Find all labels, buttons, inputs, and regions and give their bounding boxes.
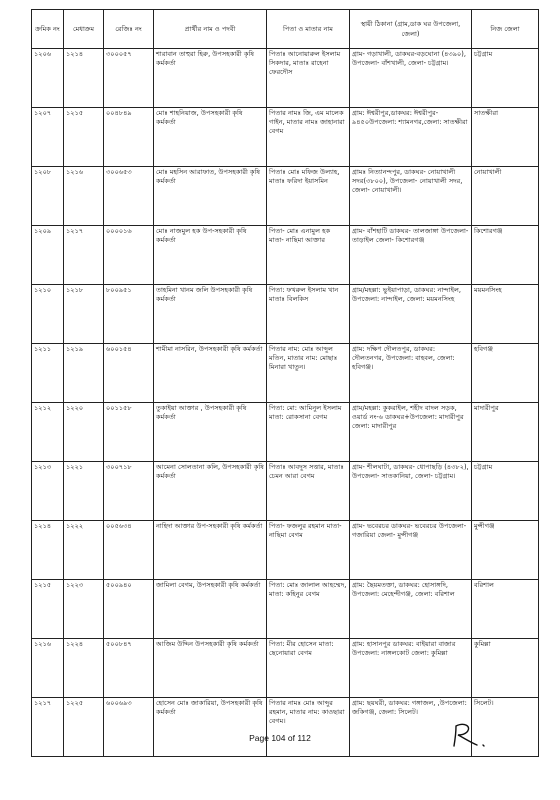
cell-merit: ১২২৪ [64,639,104,698]
cell-candidate-name: মোঃ শাহনিয়াজ, উপসহকারী কৃষি কর্মকর্তা [154,108,267,167]
cell-address: গ্রাম- বাঁশহাটি ডাকঘর- তালজাঙ্গা উপজেলা- তাড়াইল জেলা- কিশোরগঞ্জ [350,226,472,285]
cell-serial: ১২১৫ [32,580,64,639]
cell-address: গ্রাম/মহল্লা: কুকরাইল, শহীদ বাদল সড়ক, ওয়ার্ড নং-৬ ডাকঘর+উপজেলা: মাদারীপুর জেলা: মাদারীপুর [350,403,472,462]
cell-district: সাতক্ষীরা [472,108,539,167]
table-row [32,403,539,462]
table-row [32,226,539,285]
cell-merit: ১২২৫ [64,698,104,757]
cell-serial: ১২১৪ [32,521,64,580]
cell-district: হবিগঞ্জ [472,344,539,403]
cell-serial: ১২০৬ [32,49,64,108]
cell-district: চট্টগ্রাম [472,49,539,108]
cell-merit: ১২১৪ [64,49,104,108]
header-address: স্থায়ী ঠিকানা (গ্রাম,ডাক ঘর উপজেলা, জেলা) [350,10,472,49]
table-row [32,344,539,403]
cell-parents: পিতাঃ আবদুস সত্তার, মাতাঃ চেমন আরা বেগম [267,462,350,521]
cell-candidate-name: আমেনা সোলতানা কলি, উপসহকারী কৃষি কর্মকর্তা [154,462,267,521]
table-row [32,167,539,226]
cell-candidate-name: মোঃ নাজমুল হক উপ-সহকারী কৃষি কর্মকর্তা [154,226,267,285]
cell-address: গ্রাম: ঈশ্বরীপুর,ডাকঘর: ঈশ্বরীপুর- ৯৪৫০উপজেলা: শ্যামনগর,জেলা: সাতক্ষীরা [350,108,472,167]
cell-merit: ১২২১ [64,462,104,521]
cell-district: মুন্সীগঞ্জ [472,521,539,580]
cell-candidate-name: শামীমা নাসরিন, উপসহকারী কৃষি কর্মকর্তা [154,344,267,403]
cell-registration: ০০৪৮৪৯ [104,108,154,167]
cell-registration: ৬০০৬৯৩ [104,698,154,757]
cell-registration: ৮০০৯৫১ [104,285,154,344]
cell-serial: ১২০৯ [32,226,64,285]
cell-parents: পিতা: ফখরুল ইসলাম খান মাতাঃ বিলকিস [267,285,350,344]
cell-candidate-name: শারাবান তাহুরা হিরু, উপসহকারী কৃষি কর্মকর্তা [154,49,267,108]
table-row [32,49,539,108]
cell-address: গ্রাম- গড়াখালী, ডাকঘর-বড়ঘোনা (৪৩৯০), উপজেলা- বাঁশখালী, জেলা- চট্টগ্রাম। [350,49,472,108]
cell-merit: ১২১৯ [64,344,104,403]
cell-serial: ১২১৭ [32,698,64,757]
cell-district: মাদারীপুর [472,403,539,462]
table-row [32,580,539,639]
cell-serial: ১২১০ [32,285,64,344]
cell-merit: ১২২০ [64,403,104,462]
table-header-row [32,10,539,49]
cell-serial: ১২১১ [32,344,64,403]
cell-address: গ্রাম: ছয়ঘরী, ডাকঘর: গঙ্গাজল, ,উপজেলা: জকিগঞ্জ, জেলা: সিলেট। [350,698,472,757]
cell-candidate-name: তুকাইয়া আক্তার , উপসহকারী কৃষি কর্মকর্তা [154,403,267,462]
cell-serial: ১২১২ [32,403,64,462]
cell-parents: পিতা- মোঃ এনামুল হক মাতা- নাছিমা আক্তার [267,226,350,285]
cell-candidate-name: জামিলা বেগম, উপসহকারী কৃষি কর্মকর্তা [154,580,267,639]
cell-address: গ্রাম: ছৈয়মতক্তা, ডাকঘর: হোসাঙ্গদি, উপজেলা: মেহেন্দীগঞ্জ, জেলা: বরিশাল [350,580,472,639]
cell-serial: ১২০৮ [32,167,64,226]
cell-address: গ্রাম/মহল্লা: ভুইয়াপাড়া, ডাকঘর: নান্দাইল, উপজেলা: নান্দাইল, জেলা: ময়মনসিংহ [350,285,472,344]
cell-merit: ১২১৬ [64,167,104,226]
cell-registration: ০০১১৫৮ [104,403,154,462]
cell-registration: ০০০০১৬ [104,226,154,285]
page-number: Page 104 of 112 [249,733,311,743]
table-row [32,521,539,580]
cell-serial: ১২১৬ [32,639,64,698]
signature-mark [450,720,500,750]
cell-serial: ১২০৭ [32,108,64,167]
cell-parents: পিতা: মো: আমিনুল ইসলাম মাতা: রোকসানা বেগম [267,403,350,462]
cell-candidate-name: হোসেন মোঃ জাকারিয়া, উপসহকারী কৃষি কর্মকর্তা [154,698,267,757]
header-candidate-name: প্রার্থীর নাম ও পদবী [154,10,267,49]
cell-merit: ১২১৮ [64,285,104,344]
cell-parents: পিতা- ফজলুর রহমান মাতা- নাছিমা বেগম [267,521,350,580]
cell-address: গ্রাম- ভবেরচর ডাকঘর- ভবেরচর উপজেলা- গজারিয়া জেলা- মুন্সীগঞ্জ [350,521,472,580]
cell-registration: ৩০০০৫৭ [104,49,154,108]
candidate-table [31,9,539,757]
cell-registration: ৬০০১৫৪ [104,344,154,403]
cell-district: চট্টগ্রাম [472,462,539,521]
cell-district: ময়মনসিংহ [472,285,539,344]
cell-address: গ্রাম: দক্ষিণ দৌলতপুর, ডাকঘর: দৌলতনগর, উপজেলা: বাহবল, জেলা: হবিগঞ্জ। [350,344,472,403]
table-row [32,285,539,344]
header-serial: ক্রমিক নং [32,10,64,49]
header-district: নিজ জেলা [472,10,539,49]
cell-merit: ১২১৫ [64,108,104,167]
cell-district: কিশোরগঞ্জ [472,226,539,285]
cell-registration: ৩০০৭১৮ [104,462,154,521]
cell-district: বরিশাল [472,580,539,639]
cell-parents: পিতাঃ মোঃ মফিজ উল্যাহ, মাতাঃ ফরিদা ইয়াসমিন [267,167,350,226]
cell-parents: পিতার নামঃ জি, এম মালেক গাইন, মাতার নামঃ জাহানারা বেগম [267,108,350,167]
cell-registration: ৫০০৯৪০ [104,580,154,639]
header-merit: মেধাক্রম [64,10,104,49]
cell-address: গ্রামঃ নিত্যানন্দপুর, ডাকঘর- নোয়াখালী সদর(৩৮০০), উপজেলা- নোয়াখালী সদর, জেলা- নোয়াখালী। [350,167,472,226]
cell-merit: ১২২৩ [64,580,104,639]
cell-parents: পিতার নাম: মোঃ আব্দুল মতিন, মাতার নাম: মোছাঃ মিনারা খাতুন। [267,344,350,403]
cell-serial: ১২১৩ [32,462,64,521]
cell-parents: পিতা: মীর হোসেন মাতা: ছেনোয়ারা বেগম [267,639,350,698]
table-row [32,462,539,521]
header-registration: রেজিঃ নং [104,10,154,49]
table-row [32,108,539,167]
cell-candidate-name: আজিম উদ্দিন উপসহকারী কৃষি কর্মকর্তা [154,639,267,698]
cell-merit: ১২২২ [64,521,104,580]
cell-district: কুমিল্লা [472,639,539,698]
cell-district: সিলেট। [472,698,539,757]
cell-parents: পিতার নামঃ মোঃ আব্দুর রহমান, মাতার নাম: কাওছারা বেগম। [267,698,350,757]
cell-address: গ্রাম: হাসানপুর ডাকঘর: বাইয়ারা বাজার উপজেলা: নাঙ্গলকোট জেলা: কুমিল্লা [350,639,472,698]
cell-candidate-name: মোঃ মহসিন আরাফাত, উপসহকারী কৃষি কর্মকর্তা [154,167,267,226]
table-row [32,639,539,698]
header-parents: পিতা ও মাতার নাম [267,10,350,49]
cell-merit: ১২১৭ [64,226,104,285]
cell-registration: ৩০০৬৫৩ [104,167,154,226]
cell-registration: ০০৫৬৩৪ [104,521,154,580]
cell-address: গ্রাম- শীলঘাটা, ডাকঘর- ধোপাছড়ি (৪৩৮২), উপজেলা- সাতকানিয়া, জেলা- চট্টগ্রাম। [350,462,472,521]
cell-registration: ৫০০৮৪৭ [104,639,154,698]
cell-district: নোয়াখালী [472,167,539,226]
cell-candidate-name: নাহিদা আক্তার উপ-সহকারী কৃষি কর্মকর্তা [154,521,267,580]
cell-parents: পিতাঃ আনোয়ারুল ইসলাম সিকদার, মাতাঃ রাহেনা ফেরদৌস [267,49,350,108]
cell-candidate-name: তাহমিনা খানম জলি উপসহকারী কৃষি কর্মকর্তা [154,285,267,344]
cell-parents: পিতা: মোঃ জালাল আহম্মেদ, মাতা: কহিনুর বেগম [267,580,350,639]
